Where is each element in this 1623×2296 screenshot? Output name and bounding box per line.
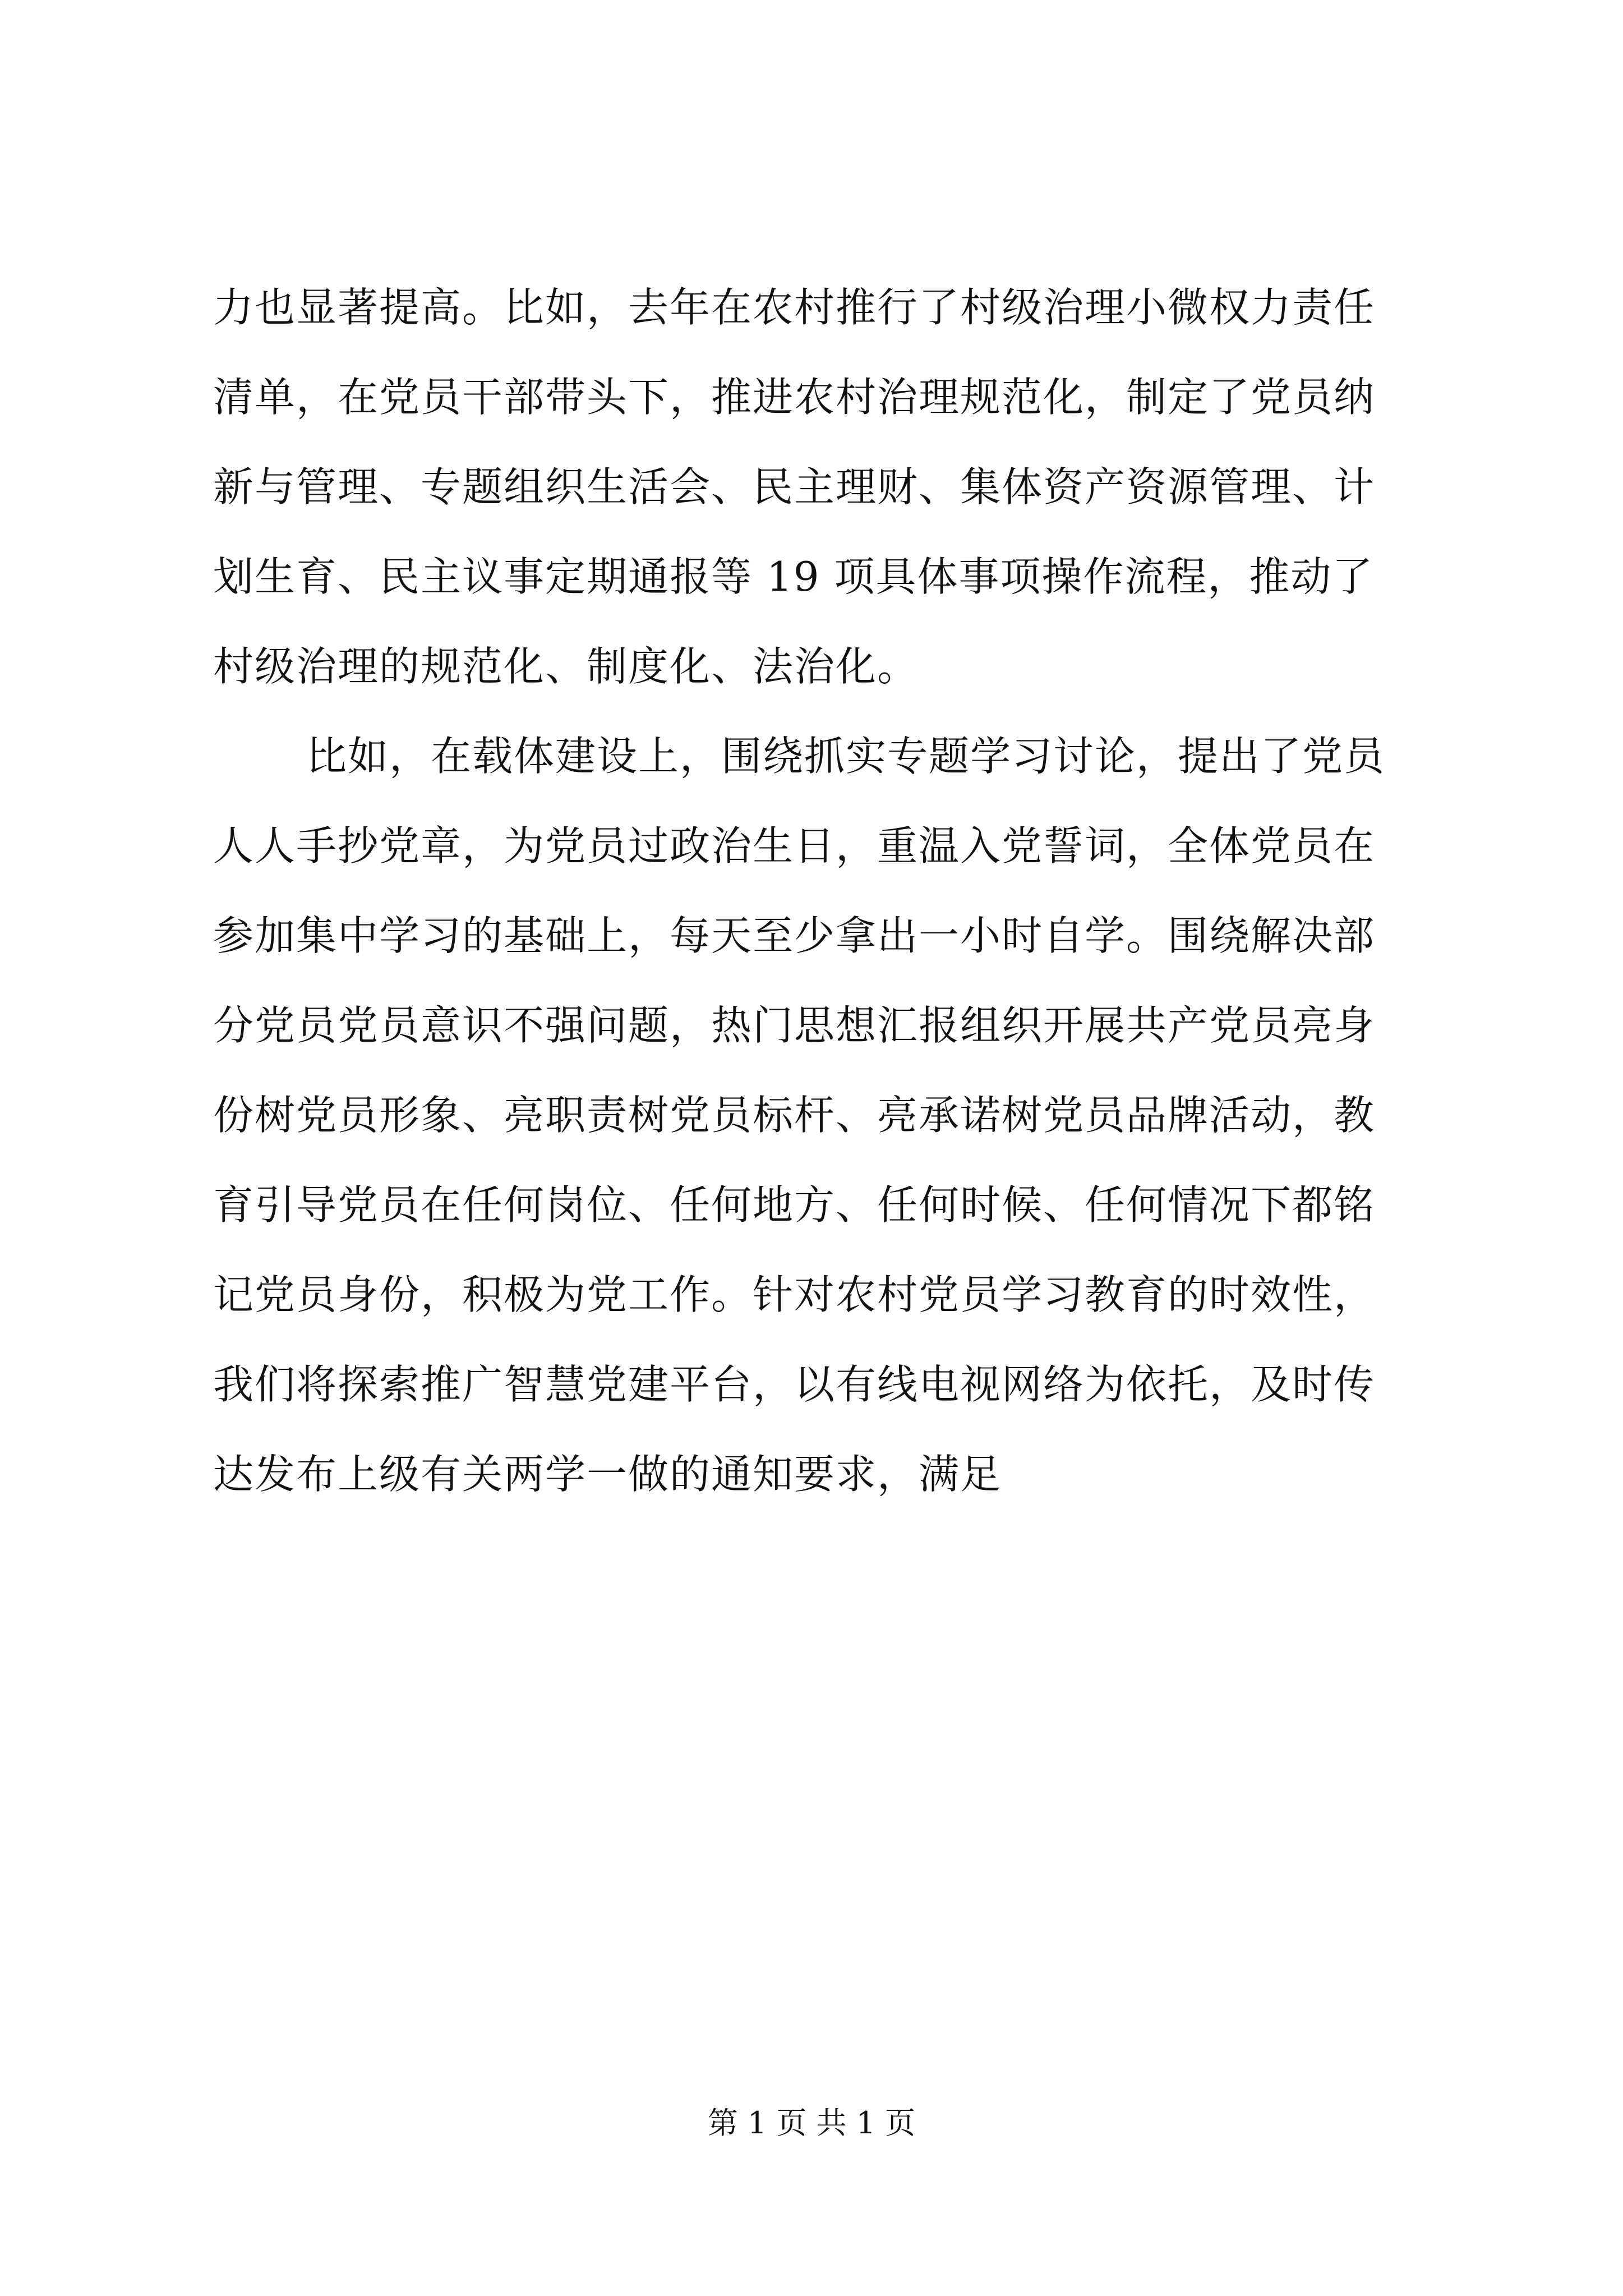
paragraph-line: 参加集中学习的基础上，每天至少拿出一小时自学。围绕解决部 xyxy=(213,912,1376,959)
paragraph-line: 划生育、民主议事定期通报等 19 项具体事项操作流程，推动了 xyxy=(213,553,1374,600)
paragraph-line: 份树党员形象、亮职责树党员标杆、亮承诺树党员品牌活动，教 xyxy=(213,1092,1376,1139)
paragraph-line: 新与管理、专题组织生活会、民主理财、集体资产资源管理、计 xyxy=(213,463,1376,510)
paragraph-line: 力也显著提高。比如，去年在农村推行了村级治理小微权力责任 xyxy=(213,284,1376,331)
paragraph-line: 村级治理的规范化、制度化、法治化。 xyxy=(213,643,919,690)
paragraph-line: 达发布上级有关两学一做的通知要求，满足 xyxy=(213,1451,1002,1498)
paragraph-line: 清单，在党员干部带头下，推进农村治理规范化，制定了党员纳 xyxy=(213,374,1376,421)
paragraph-line: 我们将探索推广智慧党建平台，以有线电视网络为依托，及时传 xyxy=(213,1361,1376,1408)
paragraph-line: 分党员党员意识不强问题，热门思想汇报组织开展共产党员亮身 xyxy=(213,1002,1376,1049)
paragraph-line: 人人手抄党章，为党员过政治生日，重温入党誓词，全体党员在 xyxy=(213,822,1376,869)
document-body xyxy=(213,263,1424,1519)
paragraph-line: 育引导党员在任何岗位、任何地方、任何时候、任何情况下都铭 xyxy=(213,1181,1376,1228)
page-footer: 第 1 页 共 1 页 xyxy=(707,2105,916,2141)
paragraph-line: 记党员身份，积极为党工作。针对农村党员学习教育的时效性， xyxy=(213,1271,1376,1318)
paragraph-first-line: 比如，在载体建设上，围绕抓实专题学习讨论，提出了党员 xyxy=(306,733,1386,780)
